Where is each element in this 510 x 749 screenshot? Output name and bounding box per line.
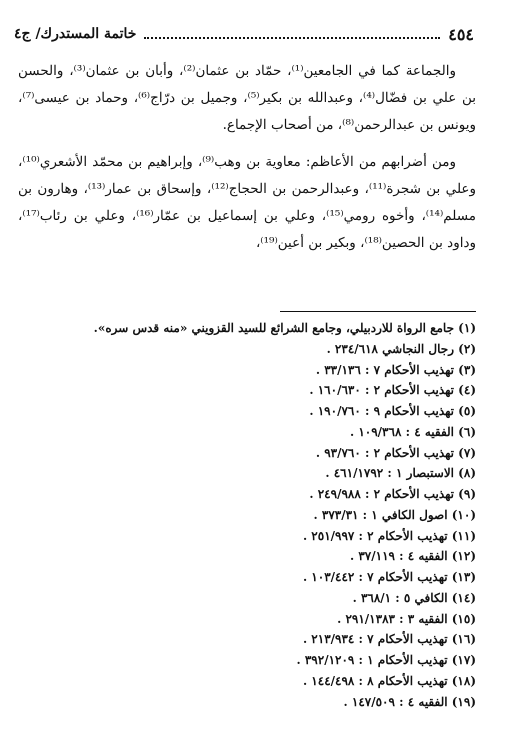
running-title: خاتمة المستدرك/ ج٤ (14, 26, 137, 42)
footnote: (١٩) الفقيه ٤ : ١٤٧/٥٠٩ . (343, 694, 476, 709)
footnote: (١٠) اصول الكافي ١ : ٣٧٣/٣١ . (313, 507, 476, 522)
paragraph-1: والجماعة كما في الجامعين⁽¹⁾، حمّاد بن عثمان⁽²⁾، وأبان بن عثمان⁽³⁾، والحسن بن علي بن فضّال⁽⁴⁾، وعبدالله بن بكير⁽⁵⁾، وجميل بن درّاج⁽⁶⁾، وحماد بن عيسى⁽⁷⁾، ويونس بن عبدالرحمن⁽⁸⁾، من أصحاب الإجماع. (18, 63, 477, 133)
footnote: (٧) تهذيب الأحكام ٢ : ٩٣/٧٦٠ . (315, 445, 476, 460)
running-header (14, 22, 474, 46)
footnote: (١٨) تهذيب الأحكام ٨ : ١٤٤/٤٩٨ . (302, 673, 476, 688)
paragraph-2: ومن أضرابهم من الأعاظم: معاوية بن وهب⁽⁹⁾، وإبراهيم بن محمّد الأشعري⁽¹⁰⁾، وعلي بن شجرة⁽¹¹⁾، وعبدالرحمن بن الحجاج⁽¹²⁾، وإسحاق بن عمار⁽¹³⁾، وهارون بن مسلم⁽¹⁴⁾، وأخوه رومي⁽¹⁵⁾، وعلي بن إسماعيل بن عمّار⁽¹⁶⁾، وعلي بن رئاب⁽¹⁷⁾، وداود بن الحصين⁽¹⁸⁾، وبكير بن أعين⁽¹⁹⁾، (18, 154, 476, 251)
footnote: (١٥) الفقيه ٣ : ٢٩١/١٣٨٣ . (337, 611, 476, 626)
footnote: (٦) الفقيه ٤ : ١٠٩/٣٦٨ . (349, 424, 476, 439)
footnotes-list (18, 318, 476, 712)
footnote: (٤) تهذيب الأحكام ٢ : ١٦٠/٦٣٠ . (309, 383, 476, 398)
footnote: (١٢) الفقيه ٤ : ٣٧/١١٩ . (349, 549, 476, 564)
footnote: (٥) تهذيب الأحكام ٩ : ١٩٠/٧٦٠ . (309, 404, 476, 418)
footnote: (٩) تهذيب الأحكام ٢ : ٢٤٩/٩٨٨ . (309, 487, 476, 501)
footnote-separator (280, 311, 476, 312)
footnote: (١٣) تهذيب الأحكام ٧ : ١٠٣/٤٤٢ . (302, 570, 476, 584)
footnote: (١٤) الكافي ٥ : ٣٦٨/١ . (352, 590, 476, 605)
footnote: (١١) تهذيب الأحكام ٢ : ٢٥١/٩٩٧ . (302, 528, 476, 543)
footnote: (٢) رجال النجاشي ٢٣٤/٦١٨ . (326, 341, 476, 356)
footnote: (٣) تهذيب الأحكام ٧ : ٣٣/١٣٦ . (315, 362, 476, 377)
page-number: ٤٥٤ (448, 24, 474, 44)
footnote: (٨) الاستبصار ١ : ٤٦١/١٧٩٢ . (325, 466, 476, 481)
footnote: (١٦) تهذيب الأحكام ٧ : ٢١٣/٩٣٤ . (302, 632, 476, 647)
footnote: (١) جامع الرواة للاردبيلي، وجامع الشرائع للسيد القزويني «منه قدس سره». (93, 321, 476, 335)
header-dotted-leader (144, 29, 440, 39)
main-text (18, 58, 476, 267)
footnote: (١٧) تهذيب الأحكام ١ : ٣٩٢/١٢٠٩ . (296, 653, 476, 667)
